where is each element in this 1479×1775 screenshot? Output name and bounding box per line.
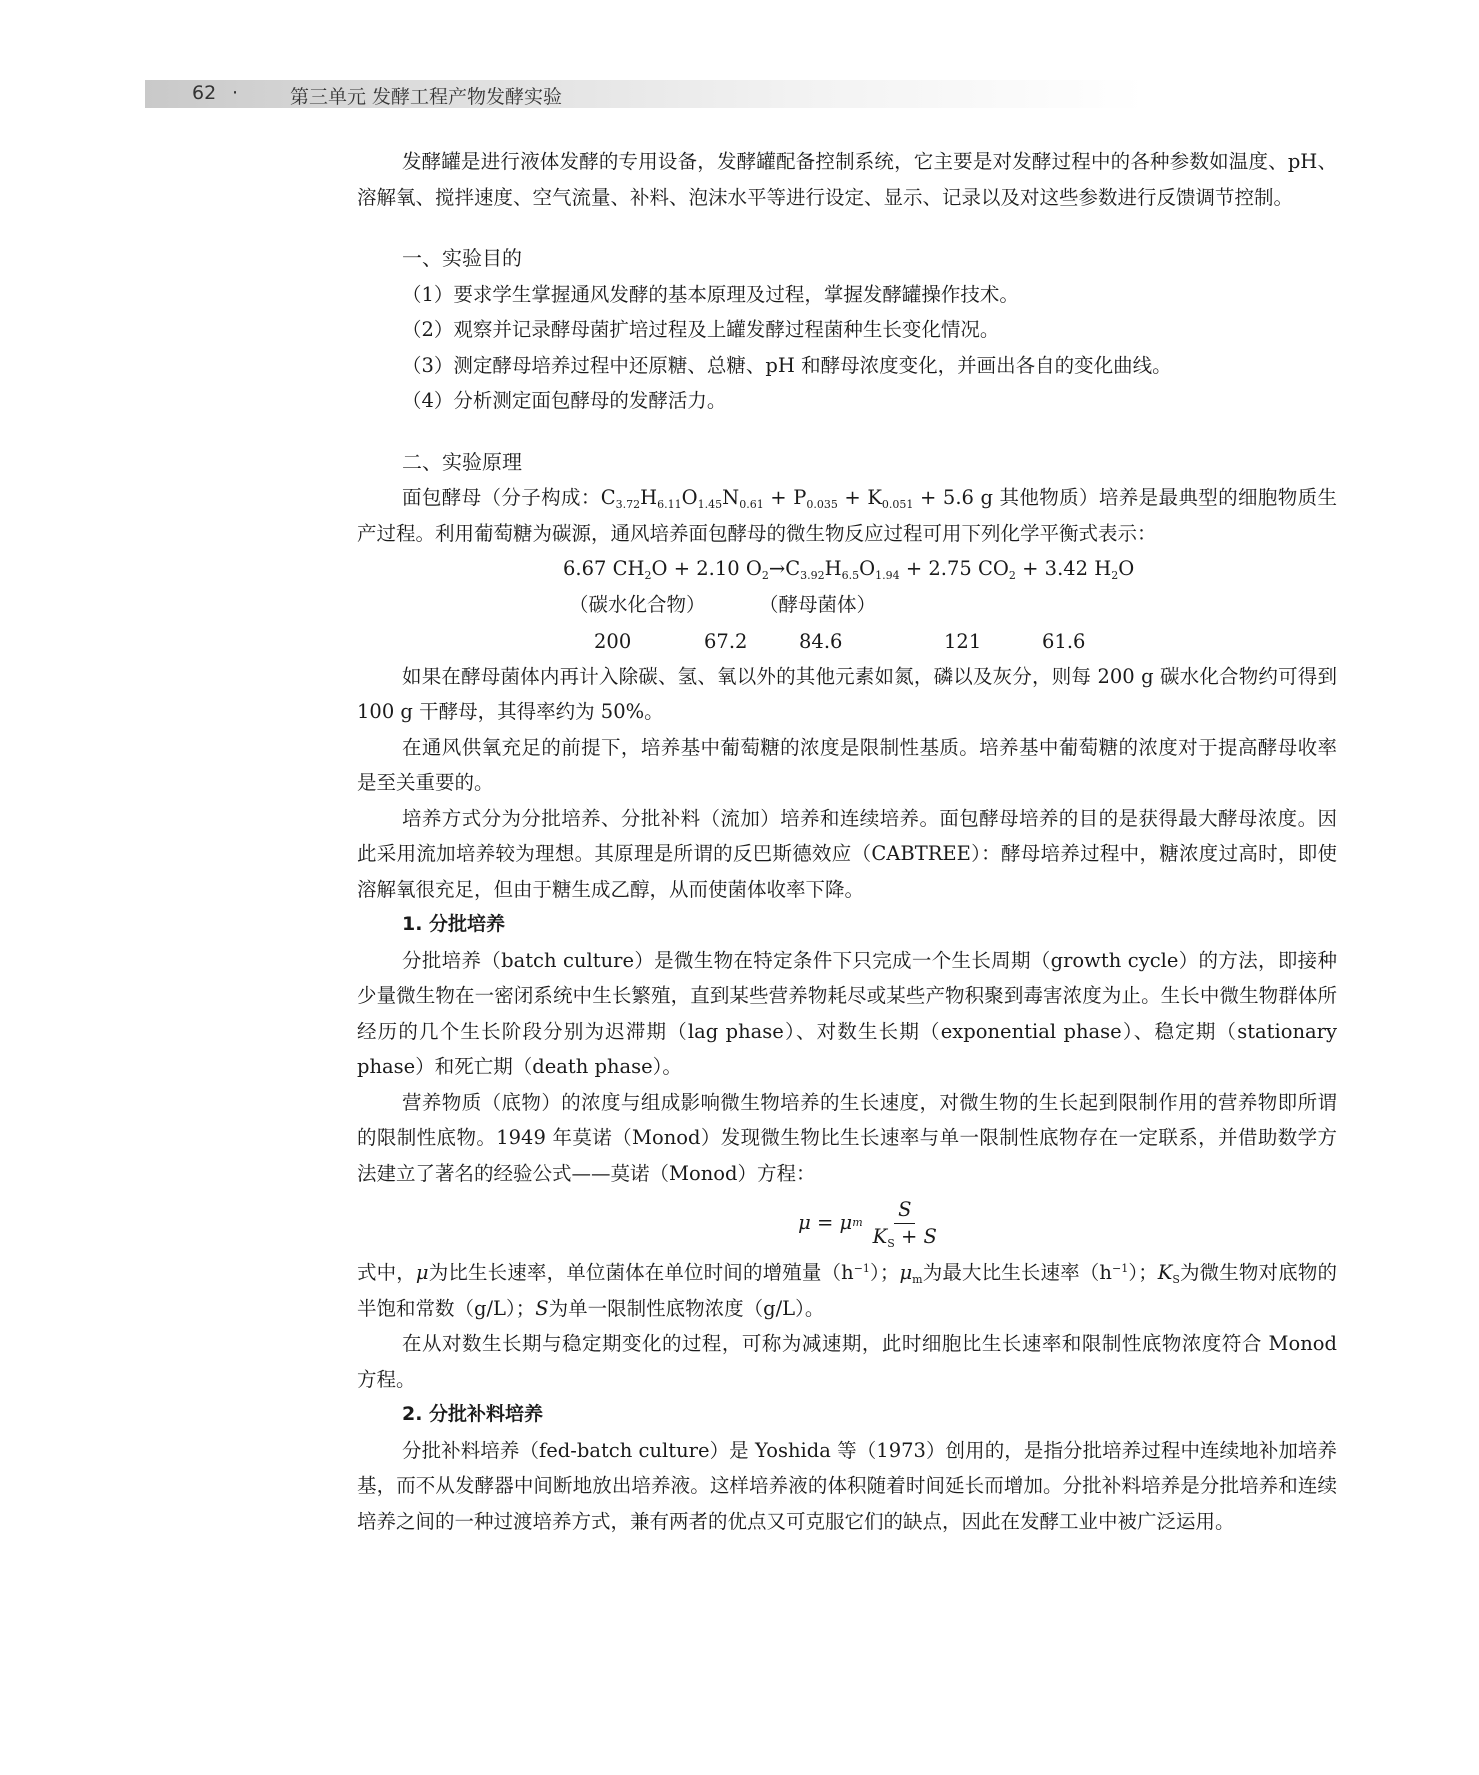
subsection-heading-batch: 1. 分批培养 (402, 913, 506, 935)
monod-fraction: $\frac{S}{K_S + S}$ (872, 1197, 937, 1250)
deceleration-paragraph: 在从对数生长期与稳定期变化的过程，可称为减速期，此时细胞比生长速率和限制性底物浓度符合 Monod 方程。 (357, 1332, 1337, 1391)
yeast-formula: $C_{3.72}H_{6.11}O_{1.45}N_{0.61} + P_{0.035} + K_{0.051} + 5.6$ g 其他物质 (600, 486, 1080, 511)
equation-masses (357, 624, 1337, 659)
mass-value: 200 (594, 629, 632, 653)
objective-item-1: （1）要求学生掌握通风发酵的基本原理及过程，掌握发酵罐操作技术。 (402, 282, 1019, 306)
monod-definitions: 式中，μ为比生长速率，单位菌体在单位时间的增殖量$(h^{-1})$；$\mu_m$为最大比生长速率$(h^{-1})$；$K_S$为微生物对底物的半饱和常数（g/L）；S为单一限制性底物浓度（g/L）。 (357, 1261, 1337, 1320)
annotation-carbohydrate: （碳水化合物） (569, 592, 706, 616)
mass-value: 61.6 (1042, 629, 1086, 653)
chemical-equation: 6.67 $CH_2O + 2.10$ $O_2\to C_{3.92}H_{6.5}O_{1.94} + 2.75$ $CO_2 + 3.42$ $H_2O$ (563, 557, 1135, 582)
monod-equation: μ = μ m $\frac{S}{K_S + S}$ (402, 1191, 1337, 1255)
yield-paragraph: 如果在酵母菌体内再计入除碳、氢、氧以外的其他元素如氮，磷以及灰分，则每 200 g 碳水化合物约可得到 100 g 干酵母，其得率约为 50%。 (357, 664, 1337, 723)
glucose-paragraph: 在通风供氧充足的前提下，培养基中葡萄糖的浓度是限制性基质。培养基中葡萄糖的浓度对于提高酵母收率是至关重要的。 (357, 735, 1337, 794)
section-heading-objectives: 一、实验目的 (402, 246, 522, 270)
monod-intro-paragraph: 营养物质（底物）的浓度与组成影响微生物培养的生长速度，对微生物的生长起到限制作用的营养物即所谓的限制性底物。1949 年莫诺（Monod）发现微生物比生长速率与单一限制性底物存在一定联系，并借助数学方法建立了著名的经验公式——莫诺（Monod）方程： (357, 1090, 1337, 1185)
objective-item-2: （2）观察并记录酵母菌扩培过程及上罐发酵过程菌种生长变化情况。 (402, 318, 1000, 341)
mass-value: 67.2 (704, 629, 748, 653)
page-number: 62 (192, 82, 217, 104)
annotation-yeast: （酵母菌体） (759, 592, 877, 616)
header-dot: · (232, 82, 239, 104)
objective-item-4: （4）分析测定面包酵母的发酵活力。 (402, 389, 727, 412)
equation-annotations (357, 587, 1337, 622)
fed-batch-paragraph: 分批补料培养（fed-batch culture）是 Yoshida 等（1973）创用的，是指分批培养过程中连续地补加培养基，而不从发酵器中间断地放出培养液。这样培养液的体积随着时间延长而增加。分批补料培养是分批培养和连续培养之间的一种过渡培养方式，兼有两者的优点又可克服它们的缺点，因此在发酵工业中被广泛运用。 (357, 1438, 1337, 1533)
page-body (357, 144, 1337, 1539)
unit-title: 第三单元 发酵工程产物发酵实验 (290, 86, 563, 108)
subsection-heading-fed-batch: 2. 分批补料培养 (402, 1403, 544, 1425)
section-heading-principle: 二、实验原理 (402, 449, 522, 474)
culture-mode-paragraph: 培养方式分为分批培养、分批补料（流加）培养和连续培养。面包酵母培养的目的是获得最大酵母浓度。因此采用流加培养较为理想。其原理是所谓的反巴斯德效应（CABTREE）：酵母培养过程中，糖浓度过高时，即使溶解氧很充足，但由于糖生成乙醇，从而使菌体收率下降。 (357, 806, 1337, 901)
mass-value: 121 (944, 629, 982, 653)
batch-paragraph: 分批培养（batch culture）是微生物在特定条件下只完成一个生长周期（growth cycle）的方法，即接种少量微生物在一密闭系统中生长繁殖，直到某些营养物耗尽或某些产物积聚到毒害浓度为止。生长中微生物群体所经历的几个生长阶段分别为迟滞期（lag phase）、对数生长期（exponential phase）、稳定期（stationary phase）和死亡期（death phase）。 (357, 948, 1337, 1078)
intro-paragraph: 发酵罐是进行液体发酵的专用设备，发酵罐配备控制系统，它主要是对发酵过程中的各种参数如温度、pH、溶解氧、搅拌速度、空气流量、补料、泡沫水平等进行设定、显示、记录以及对这些参数进行反馈调节控制。 (357, 150, 1337, 209)
yeast-composition-paragraph: 面包酵母（分子构成：$C_{3.72}H_{6.11}O_{1.45}N_{0.61} + P_{0.035} + K_{0.051} + 5.6$ g 其他物质）培养是最典型的细胞物质生产过程。利用葡萄糖为碳源，通风培养面包酵母的微生物反应过程可用下列化学平衡式表示： (357, 486, 1337, 545)
objective-item-3: （3）测定酵母培养过程中还原糖、总糖、pH 和酵母浓度变化，并画出各自的变化曲线。 (402, 353, 1172, 377)
mass-value: 84.6 (799, 629, 843, 653)
